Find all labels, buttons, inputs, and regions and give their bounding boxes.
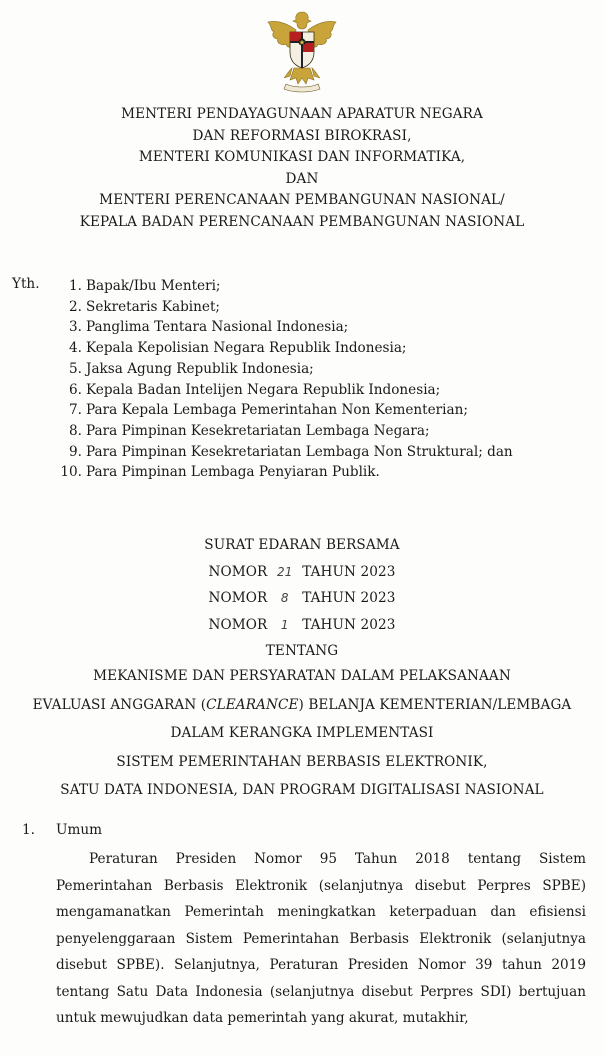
list-item-number: 5. [69,360,82,377]
list-item-text: Kepala Kepolisian Negara Republik Indonesia; [86,340,407,357]
recipients-label: Yth. [12,276,40,292]
subject-line-3: DALAM KERANGKA IMPLEMENTASI [170,725,434,741]
subject-line-2 [0,691,604,720]
list-item-number: 4. [69,340,82,357]
tentang-label: TENTANG [265,643,339,659]
subject-line-2-pre: EVALUASI ANGGARAN ( [32,696,207,713]
nomor-line-2 [0,585,604,612]
letter-header [0,104,604,233]
section-title: Umum [56,822,102,838]
nomor-value: 21 [277,564,293,579]
recipient-list [52,276,592,483]
tahun-label: TAHUN 2023 [302,616,396,633]
list-item-number: 10. [60,464,82,481]
list-item-text: Sekretaris Kabinet; [86,298,220,315]
circular-title [0,532,604,665]
header-line-5: MENTERI PERENCANAAN PEMBANGUNAN NASIONAL/ [99,192,505,208]
subject-line-4: SISTEM PEMERINTAHAN BERBASIS ELEKTRONIK, [116,753,488,770]
nomor-value: 8 [280,591,289,605]
subject-line-5: SATU DATA INDONESIA, DAN PROGRAM DIGITALISASI NASIONAL [60,782,544,798]
list-item [52,297,592,318]
nomor-label: NOMOR [208,563,268,580]
list-item [52,462,592,483]
nomor-label: NOMOR [208,616,268,633]
nomor-label: NOMOR [208,590,268,606]
list-item-number: 1. [69,278,82,294]
list-item-number: 6. [69,381,82,398]
list-item-number: 7. [69,402,82,419]
list-item-text: Para Pimpinan Kesekretariatan Lembaga Non Struktural; dan [86,443,513,460]
list-item-number: 8. [69,422,82,439]
subject-line-1: MEKANISME DAN PERSYARATAN DALAM PELAKSANAAN [93,668,511,684]
header-line-3: MENTERI KOMUNIKASI DAN INFORMATIKA, [138,149,466,165]
tahun-label: TAHUN 2023 [302,563,396,580]
list-item [52,380,592,401]
list-item [52,317,592,338]
circular-subject [0,662,604,805]
header-line-4: DAN [285,170,319,187]
list-item-text: Kepala Badan Intelijen Negara Republik Indonesia; [86,381,441,398]
list-item-number: 3. [69,319,82,336]
title-heading: SURAT EDARAN BERSAMA [204,537,400,553]
list-item-text: Bapak/Ibu Menteri; [86,278,221,294]
nomor-line-1 [0,559,604,586]
nomor-line-3 [0,612,604,639]
list-item-text: Para Pimpinan Kesekretariatan Lembaga Negara; [86,422,430,439]
list-item [52,442,592,463]
list-item [52,359,592,380]
subject-line-2-italic: CLEARANCE [206,696,299,713]
list-item-text: Para Kepala Lembaga Pemerintahan Non Kementerian; [86,402,468,419]
list-item-text: Jaksa Agung Republik Indonesia; [86,360,314,377]
list-item-text: Para Pimpinan Lembaga Penyiaran Publik. [86,464,380,481]
tahun-label: TAHUN 2023 [302,590,396,606]
garuda-emblem-icon [262,8,342,94]
header-line-6: KEPALA BADAN PERENCANAAN PEMBANGUNAN NASIONAL [79,213,525,230]
nomor-value: 1 [280,617,289,632]
list-item [52,338,592,359]
list-item-text: Panglima Tentara Nasional Indonesia; [86,319,349,336]
header-line-1: MENTERI PENDAYAGUNAAN APARATUR NEGARA [121,106,483,122]
section-paragraph: Peraturan Presiden Nomor 95 Tahun 2018 tentang Sistem Pemerintahan Berbasis Elektronik (selanjutnya disebut Perpres SPBE) mengamanatkan Pemerintah meningkatkan keterpaduan dan efisiensi penyelenggaraan Sistem Pemerintahan Berbasis Elektronik (selanjutnya disebut SPBE). Selanjutnya, Peraturan Presiden Nomor 39 tahun 2019 tentang Satu Data Indonesia (selanjutnya disebut Perpres SDI) bertujuan untuk mewujudkan data pemerintah yang akurat, mutakhir, [56,851,586,1026]
list-item [52,276,592,297]
list-item-number: 2. [69,298,82,315]
header-line-2: DAN REFORMASI BIROKRASI, [192,127,412,144]
list-item [52,400,592,421]
list-item-number: 9. [69,443,82,460]
section-number: 1. [22,822,35,838]
list-item [52,421,592,442]
subject-line-2-post: ) BELANJA KEMENTERIAN/LEMBAGA [298,696,572,713]
